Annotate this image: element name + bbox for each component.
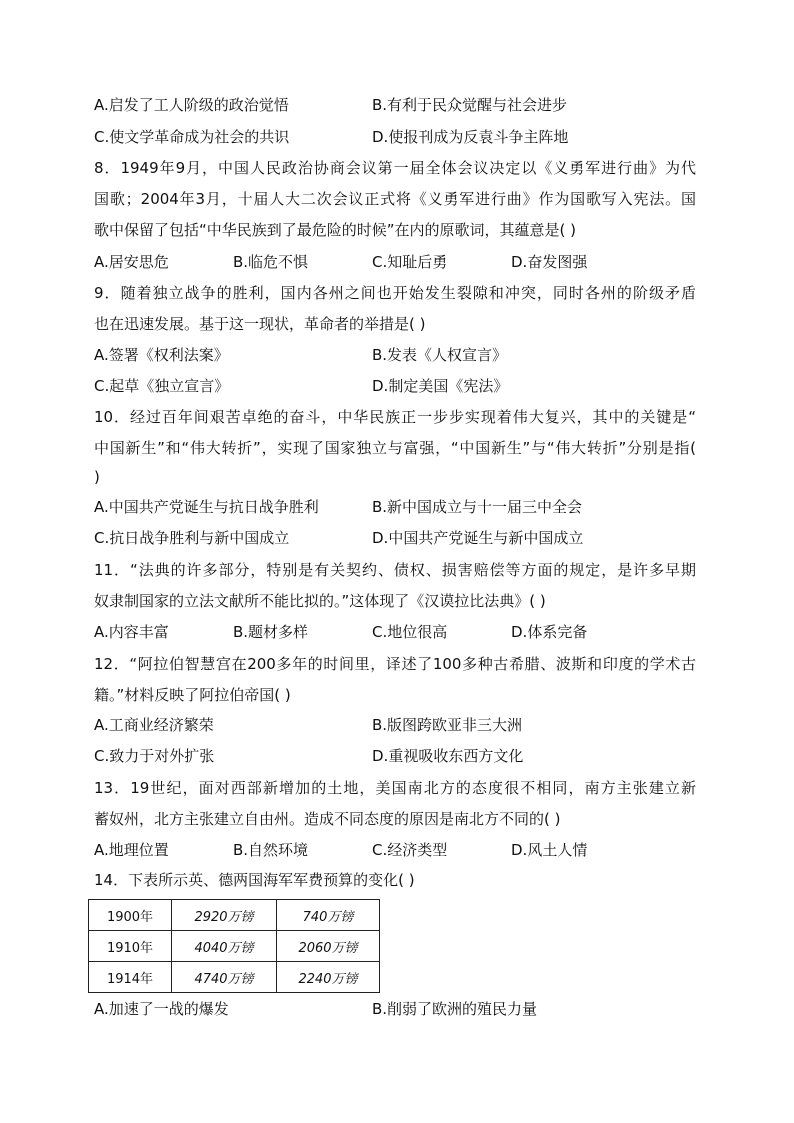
q14-stem-line-1: 14．下表所示英、德两国海军军费预算的变化( ) xyxy=(94,871,415,889)
q9-option-d: D.制定美国《宪法》 xyxy=(372,377,509,395)
q10-option-b: B.新中国成立与十一届三中全会 xyxy=(372,498,583,516)
table-row xyxy=(89,931,380,962)
q8-option-c: C.知耻后勇 xyxy=(372,253,448,271)
q8-option-a: A.居安思危 xyxy=(94,253,169,271)
q11-stem-line-2: 奴隶制国家的立法文献所不能比拟的。”这体现了《汉谟拉比法典》( ) xyxy=(94,592,546,610)
q9-stem-line-1: 9．随着独立战争的胜利，国内各州之间也开始发生裂隙和冲突，同时各州的阶级矛盾 xyxy=(94,284,696,302)
q8-stem-line-1: 8．1949年9月，中国人民政治协商会议第一届全体会议决定以《义勇军进行曲》为代 xyxy=(94,159,696,177)
q10-stem-line-3: ) xyxy=(94,468,100,486)
q11-stem-line-1: 11．“法典的许多部分，特别是有关契约、债权、损害赔偿等方面的规定，是许多早期 xyxy=(94,561,696,579)
q11-option-b: B.题材多样 xyxy=(233,623,309,641)
pre-option-b: B.有利于民众觉醒与社会进步 xyxy=(372,96,568,114)
q13-option-a: A.地理位置 xyxy=(94,841,169,859)
q13-option-b: B.自然环境 xyxy=(233,841,309,859)
q9-option-b: B.发表《人权宣言》 xyxy=(372,346,508,364)
q12-option-c: C.致力于对外扩张 xyxy=(94,747,215,765)
q10-option-d: D.中国共产党诞生与新中国成立 xyxy=(372,529,584,547)
q13-stem-line-2: 蓄奴州，北方主张建立自由州。造成不同态度的原因是南北方不同的( ) xyxy=(94,810,561,828)
table-cell-germany: 740万镑 xyxy=(277,900,380,931)
table-cell-year: 1910年 xyxy=(89,931,172,962)
q12-option-d: D.重视吸收东西方文化 xyxy=(372,747,524,765)
q10-option-a: A.中国共产党诞生与抗日战争胜利 xyxy=(94,498,319,516)
q11-option-d: D.体系完备 xyxy=(511,623,588,641)
q11-option-c: C.地位很高 xyxy=(372,623,448,641)
q9-option-c: C.起草《独立宣言》 xyxy=(94,377,230,395)
q9-option-a: A.签署《权利法案》 xyxy=(94,346,229,364)
q10-option-c: C.抗日战争胜利与新中国成立 xyxy=(94,529,290,547)
q13-stem-line-1: 13．19世纪，面对西部新增加的土地，美国南北方的态度很不相同，南方主张建立新 xyxy=(94,779,696,797)
table-cell-britain: 2920万镑 xyxy=(172,900,277,931)
q8-option-b: B.临危不惧 xyxy=(233,253,309,271)
q8-stem-line-3: 歌中保留了包括“中华民族到了最危险的时候”在内的原歌词，其蕴意是( ) xyxy=(94,221,577,239)
table-cell-year: 1914年 xyxy=(89,962,172,993)
q14-option-b: B.削弱了欧洲的殖民力量 xyxy=(372,1000,538,1018)
pre-option-d: D.使报刊成为反袁斗争主阵地 xyxy=(372,128,569,146)
table-cell-germany: 2060万镑 xyxy=(277,931,380,962)
q12-stem-line-1: 12．“阿拉伯智慧宫在200多年的时间里，译述了100多种古希腊、波斯和印度的学术古 xyxy=(94,655,696,673)
q10-stem-line-1: 10．经过百年间艰苦卓绝的奋斗，中华民族正一步步实现着伟大复兴，其中的关键是“ xyxy=(94,408,696,426)
q13-option-c: C.经济类型 xyxy=(372,841,448,859)
table-cell-year: 1900年 xyxy=(89,900,172,931)
table-cell-britain: 4740万镑 xyxy=(172,962,277,993)
table-row xyxy=(89,962,380,993)
table-cell-britain: 4040万镑 xyxy=(172,931,277,962)
pre-option-c: C.使文学革命成为社会的共识 xyxy=(94,128,290,146)
q8-option-d: D.奋发图强 xyxy=(511,253,588,271)
q13-option-d: D.风土人情 xyxy=(511,841,588,859)
q8-stem-line-2: 国歌；2004年3月，十届人大二次会议正式将《义勇军进行曲》作为国歌写入宪法。国 xyxy=(94,190,696,208)
q11-option-a: A.内容丰富 xyxy=(94,623,169,641)
pre-option-a: A.启发了工人阶级的政治觉悟 xyxy=(94,96,289,114)
q12-stem-line-2: 籍。”材料反映了阿拉伯帝国( ) xyxy=(94,686,291,704)
q10-stem-line-2: 中国新生”和“伟大转折”，实现了国家独立与富强，“中国新生”与“伟大转折”分别是指( xyxy=(94,439,696,457)
q14-option-a: A.加速了一战的爆发 xyxy=(94,1000,229,1018)
q9-stem-line-2: 也在迅速发展。基于这一现状，革命者的举措是( ) xyxy=(94,315,426,333)
naval-budget-table xyxy=(88,899,380,993)
table-cell-germany: 2240万镑 xyxy=(277,962,380,993)
q12-option-b: B.版图跨欧亚非三大洲 xyxy=(372,716,523,734)
q12-option-a: A.工商业经济繁荣 xyxy=(94,716,214,734)
table-row xyxy=(89,900,380,931)
